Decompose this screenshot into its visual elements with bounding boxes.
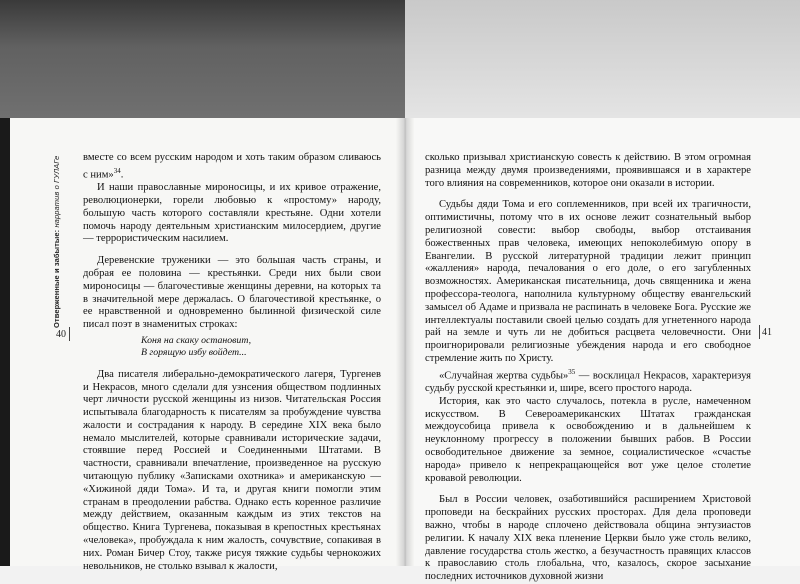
paragraph: «Случайная жертва судьбы»$^{35}$ — восклицал Некрасов, характеризуя судьбу русской крестьянки и, шире, всего простого народа. [425,367,752,395]
running-head [52,155,66,328]
page-number-divider-right [759,325,760,339]
paragraph: сколько призывал христианскую совесть к действию. В этом огромная разница между двумя произведениями, проявившаяся и в характере того влияния на современников, которое они оказали в истории. [425,152,751,189]
running-head-bold: Отверженные и забытые: [52,229,61,328]
poem-line: В горящую избу войдет... [141,347,247,359]
footnote-ref: 34 [113,166,121,175]
poem-quote [83,335,381,360]
scan-background-light [405,0,800,118]
footnote-ref: 35 [568,367,576,376]
poem-line: Коня на скаку остановит, [141,334,252,346]
left-page-text [83,152,381,573]
page-number-right: 41 [762,327,772,338]
book-gutter [396,118,414,566]
paragraph: Был в России человек, озаботившийся расширением Христовой проповеди на бескрайних русских просторах. Для дела проповеди важно, чтобы в народе сплочено действовала община энтузиастов религии. К началу XIX века пленение Церкви было уже столь велико, давление государства столь жестко, а безучастность правящих классов к православию столь глобальна, что, казалось, скорое засыхание последних источников духовной жизни [425,494,751,583]
paragraph: История, как это часто случалось, потекла в русле, намеченном искусством. В Североамериканских Штатах гражданская междоусобица привела к освобождению и в дальнейшем к неуклонному прогрессу в положении бывших рабов. В России освободительное движение за земное, социалистическое «счастье народа» привело к непрекращающейся вот уже целое столетие кровавой революции. [425,395,751,484]
paragraph: Деревенские труженики — это большая часть страны, и добрая ее половина — крестьянки. Среди них были свои мироносицы — благочестивые женщины деревни, на которых та в значительной мере держалась. О благочестивой крестьянке, о ее нравственной и одновременно былинной физической силе писал поэт в знаменитых строках: [83,255,381,331]
right-page-text [425,152,751,584]
paragraph: Судьбы дяди Тома и его соплеменников, при всей их трагичности, оптимистичны, потому что в их основе лежит сознательный выбор религиозной совести: выбор свободы, выбор отстаивания божественных прав человека, имеющих непоколебимую опору в Евангелии. В русской литературной традиции лежит принцип «жалления» народа, печалования о его доле, о его загубленных возможностях. Американская писательница, дочь священника и жена профессора-теолога, наполнила культурному обществу евангельский замысел об Адаме и призвала не распинать в человеке Бога. Русские же интеллектуалы поставили своей целью создать для угнетенного народа рай на земле и чуть ли не добиться расцвета человечности. Они проигнорировали религиозные убеждения народа и его свободное стремление жить по Христу. [425,199,751,364]
page-number-left: 40 [56,329,66,340]
page-number-divider-left [69,327,70,341]
scan-background-dark [0,0,405,118]
paragraph: Два писателя либерально-демократического лагеря, Тургенев и Некрасов, много сделали для узнсения обществом подлинных черт личности русской женщины из низов. Читательская Россия испытывала благодарность к писателям за пробуждение чувства жалости и сострадания к народу. В середине XIX века было немало мыслителей, которые сравнивали исторические задачи, стоявшие перед Россией и Соединенными Штатами. В частности, сравнивали впечатление, произведенное на русскую читающую публику «Записками охотника» и американскую — «Хижиной дяди Тома». И та, и другая книги помогли этим странам в преодолении рабства. Однако есть коренное различие между действием, оказанным каждым из этих текстов на общество. Книга Тургенева, показывая в крепостных крестьянах «человека», пробуждала к ним жалость, сочувствие, сопакивая в них. Роман Бичер Стоу, также рисуя тяжкие судьбы чернокожих невольников, не столько взывал к жалости, [83,368,381,572]
book-edge-shadow [0,118,10,566]
paragraph: И наши православные мироносицы, и их кривое отражение, революционерки, горели любовью к «простому» народу, большую часть которого составляли крестьяне. Одни хотели помочь народу деятельным христианским милосердием, другие — террористическим насилием. [83,182,381,245]
running-head-italic: нарратив о ГУЛАГе [52,155,61,228]
paragraph: вместе со всем русским народом и хоть таким образом сливаюсь с ним»$^{34}$. [83,152,381,181]
